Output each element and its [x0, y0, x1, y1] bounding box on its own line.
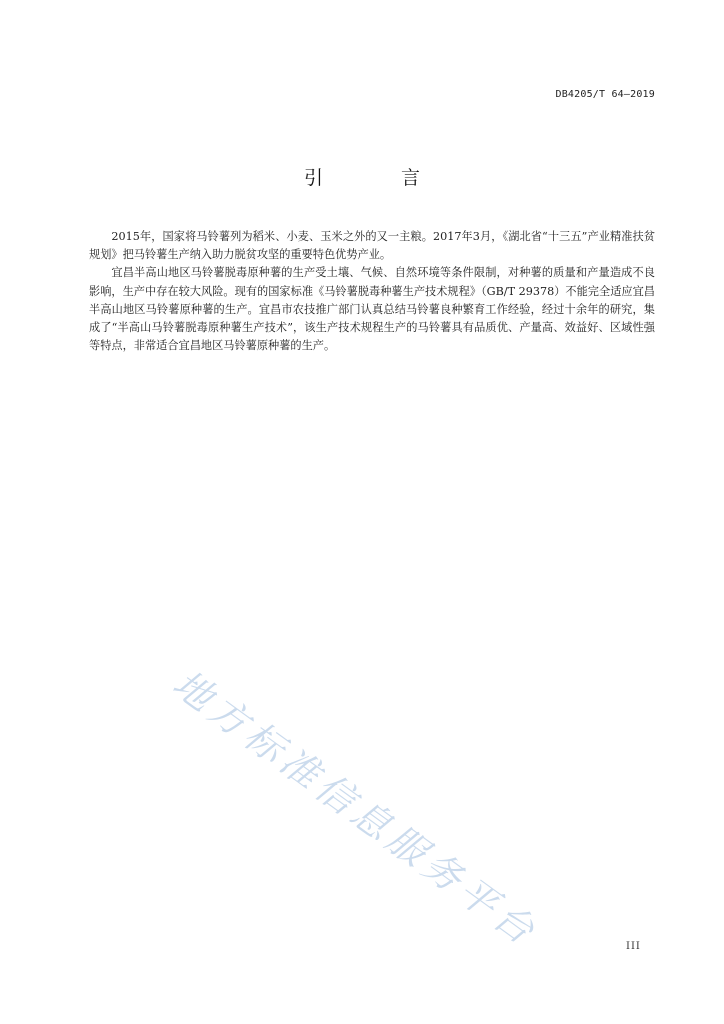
- body-text: [89, 228, 655, 355]
- watermark: 地方标准信息服务平台: [164, 661, 547, 956]
- paragraph-1: 2015年，国家将马铃薯列为稻米、小麦、玉米之外的又一主粮。2017年3月，《湖北省“十三五”产业精准扶贫规划》把马铃薯生产纳入助力脱贫攻坚的重要特色优势产业。: [89, 230, 655, 262]
- section-title: 引 言: [303, 167, 457, 189]
- paragraph-2: 宜昌半高山地区马铃薯脱毒原种薯的生产受土壤、气候、自然环境等条件限制，对种薯的质量和产量造成不良影响，生产中存在较大风险。现有的国家标准《马铃薯脱毒种薯生产技术规程》（GB/T 29378）不能完全适应宜昌半高山地区马铃薯原种薯的生产。宜昌市农技推广部门认真总结马铃薯良种繁育工作经验，经过十余年的研究，集成了“半高山马铃薯脱毒原种薯生产技术”，该生产技术规程生产的马铃薯具有品质优、产量高、效益好、区域性强等特点，非常适合宜昌地区马铃薯原种薯的生产。: [89, 266, 655, 353]
- page-number: III: [626, 941, 641, 952]
- document-code: DB4205/T 64—2019: [555, 89, 655, 100]
